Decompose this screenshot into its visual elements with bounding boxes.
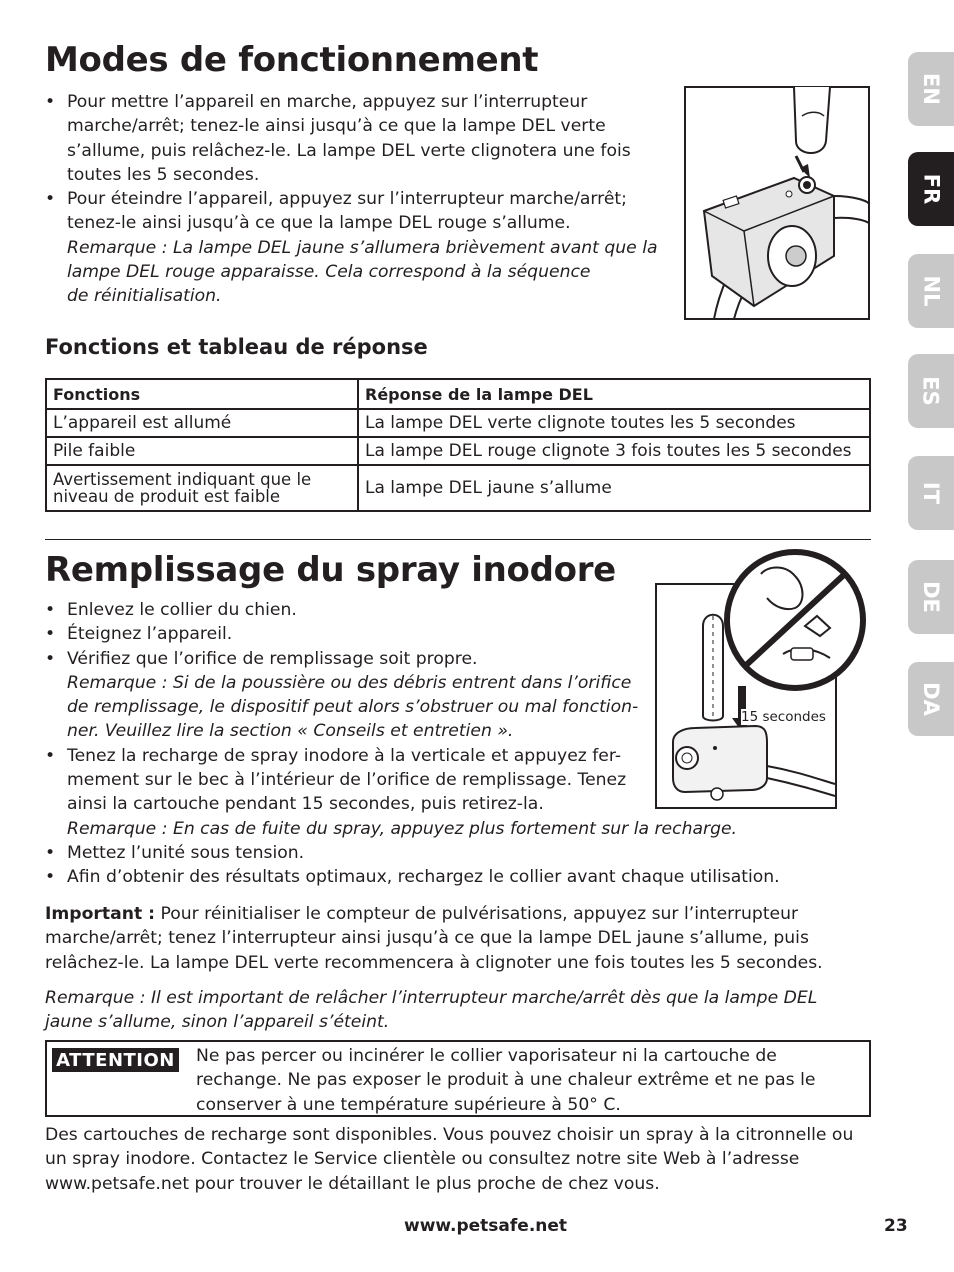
important-paragraph xyxy=(45,902,875,975)
note xyxy=(67,236,685,309)
table-row xyxy=(46,409,870,437)
closing-paragraph xyxy=(45,1123,875,1196)
text-line: lampe DEL rouge apparaisse. Cela correspond à la séquence xyxy=(67,262,591,283)
spray-refill-illustration xyxy=(655,546,873,810)
tab-label: FR xyxy=(918,173,943,205)
table-cell: La lampe DEL rouge clignote 3 fois toutes les 5 secondes xyxy=(358,437,870,465)
list-item xyxy=(45,187,685,308)
list-item: • Mettez l’unité sous tension. xyxy=(45,841,875,865)
table-cell: L’appareil est allumé xyxy=(46,409,358,437)
text-line: niveau de produit est faible xyxy=(53,487,281,506)
table-row xyxy=(46,437,870,465)
figure-label: 15 secondes xyxy=(741,709,826,725)
section-title-modes: Modes de fonctionnement xyxy=(45,40,539,80)
table-row xyxy=(46,465,870,511)
tab-label: NL xyxy=(919,275,943,307)
text-line: Remarque : Il est important de relâcher l’interrupteur marche/arrêt dès que la lampe DEL xyxy=(45,988,818,1008)
attention-text xyxy=(196,1044,856,1117)
text-line: conserver à une température supérieure à 50° C. xyxy=(196,1094,621,1115)
text-line: toutes les 5 secondes. xyxy=(67,164,260,185)
text-line: www.petsafe.net pour trouver le détaillant le plus proche de chez vous. xyxy=(45,1173,660,1194)
language-tab-es[interactable] xyxy=(908,354,954,428)
modes-bullets xyxy=(45,90,685,309)
response-table xyxy=(45,378,871,512)
text-line: s’allume, puis relâchez-le. La lampe DEL verte clignotera une fois xyxy=(67,140,631,161)
language-tab-it[interactable] xyxy=(908,456,954,530)
text-line: ainsi la cartouche pendant 15 secondes, puis retirez-la. xyxy=(67,794,544,815)
text-line: de réinitialisation. xyxy=(67,286,222,307)
text-line: Avertissement indiquant que le xyxy=(53,470,312,489)
page-number: 23 xyxy=(884,1216,908,1236)
text-line: Remarque : Si de la poussière ou des débris entrent dans l’orifice xyxy=(67,672,632,693)
table-header-row xyxy=(46,379,870,409)
text-line: relâchez-le. La lampe DEL verte recommencera à clignoter une fois toutes les 5 secondes. xyxy=(45,952,823,973)
tab-label: DA xyxy=(919,682,943,716)
list-item: • Afin d’obtenir des résultats optimaux, rechargez le collier avant chaque utilisation. xyxy=(45,865,875,889)
no-sniffing-prohibition-icon xyxy=(727,552,863,688)
language-tab-nl[interactable] xyxy=(908,254,954,328)
section-divider xyxy=(45,539,871,540)
text-line: tenez-le ainsi jusqu’à ce que la lampe DEL rouge s’allume. xyxy=(67,213,571,234)
text-line: Pour éteindre l’appareil, appuyez sur l’interrupteur marche/arrêt; xyxy=(67,189,627,210)
text-line: mement sur le bec à l’intérieur de l’orifice de remplissage. Tenez xyxy=(67,770,627,791)
list-item: • Éteignez l’appareil. xyxy=(45,622,875,646)
language-tab-fr[interactable] xyxy=(908,152,954,226)
footer-url[interactable]: www.petsafe.net xyxy=(404,1216,568,1236)
table-cell: Pile faible xyxy=(46,437,358,465)
section-title-refill: Remplissage du spray inodore xyxy=(45,550,616,590)
text-line: Pour mettre l’appareil en marche, appuyez sur l’interrupteur xyxy=(67,92,588,112)
text-line: de remplissage, le dispositif peut alors s’obstruer ou mal fonction- xyxy=(67,697,639,718)
text-line: Vérifiez que l’orifice de remplissage soit propre. xyxy=(67,648,478,669)
text-line: marche/arrêt; tenez-le ainsi jusqu’à ce que la lampe DEL verte xyxy=(67,116,606,137)
tab-label: EN xyxy=(918,73,943,105)
language-tab-da[interactable] xyxy=(908,662,954,736)
text-line: Remarque : La lampe DEL jaune s’allumera brièvement avant que la xyxy=(67,237,658,258)
text-line: un spray inodore. Contactez le Service clientèle ou consultez notre site Web à l’adresse xyxy=(45,1149,800,1170)
table-cell: La lampe DEL verte clignote toutes les 5 secondes xyxy=(358,409,870,437)
tab-label: IT xyxy=(918,481,943,505)
text-line: Ne pas percer ou incinérer le collier vaporisateur ni la cartouche de xyxy=(196,1046,777,1066)
language-tab-en[interactable] xyxy=(908,52,954,126)
attention-badge: ATTENTION xyxy=(52,1048,179,1072)
text-line: Pour réinitialiser le compteur de pulvérisations, appuyez sur l’interrupteur xyxy=(155,904,799,924)
text-line: Des cartouches de recharge sont disponibles. Vous pouvez choisir un spray à la citronnelle ou xyxy=(45,1125,854,1145)
column-header: Réponse de la lampe DEL xyxy=(358,379,870,409)
text-line: jaune s’allume, sinon l’appareil s’éteint. xyxy=(45,1012,390,1033)
text-line: marche/arrêt; tenez l’interrupteur ainsi jusqu’à ce que la lampe DEL jaune s’allume, puis xyxy=(45,928,809,949)
note: Remarque : En cas de fuite du spray, appuyez plus fortement sur la recharge. xyxy=(67,818,738,839)
tab-label: DE xyxy=(919,581,943,613)
table-title: Fonctions et tableau de réponse xyxy=(45,335,428,359)
important-label: Important : xyxy=(45,904,156,924)
list-item: • Enlevez le collier du chien. xyxy=(45,598,875,622)
finger-pressing-button-illustration xyxy=(684,86,870,320)
tab-label: ES xyxy=(918,376,943,406)
language-tab-de[interactable] xyxy=(908,560,954,634)
text-line: Tenez la recharge de spray inodore à la verticale et appuyez fer- xyxy=(67,745,622,766)
text-line: ner. Veuillez lire la section « Conseils et entretien ». xyxy=(67,721,514,742)
remark-paragraph xyxy=(45,986,875,1035)
table-cell: La lampe DEL jaune s’allume xyxy=(358,465,870,511)
column-header: Fonctions xyxy=(46,379,358,409)
table-cell xyxy=(46,465,358,511)
list-item xyxy=(45,90,685,187)
attention-box xyxy=(45,1040,871,1117)
text-line: rechange. Ne pas exposer le produit à une chaleur extrême et ne pas le xyxy=(196,1070,816,1091)
